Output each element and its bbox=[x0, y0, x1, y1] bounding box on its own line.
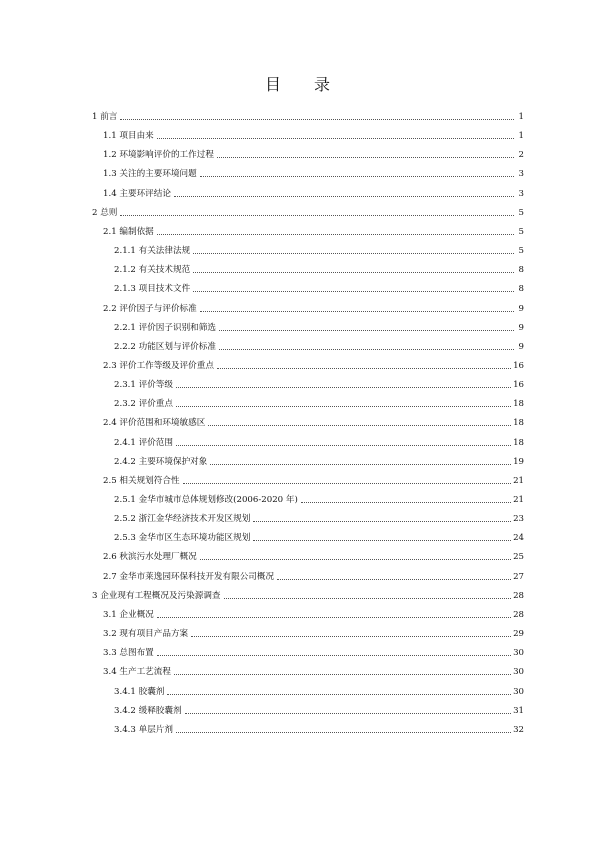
toc-entry-label: 3.1 企业概况 bbox=[103, 609, 154, 620]
toc-leader-dots bbox=[176, 731, 511, 733]
toc-leader-dots bbox=[185, 712, 511, 714]
toc-leader-dots bbox=[193, 290, 514, 292]
toc-entry-page-number: 25 bbox=[513, 552, 524, 563]
toc-entry-label: 3.4.3 单层片剂 bbox=[114, 724, 173, 735]
toc-entry[interactable] bbox=[114, 721, 524, 735]
toc-entry[interactable] bbox=[103, 644, 524, 658]
toc-entry-label: 3.3 总图布置 bbox=[103, 648, 154, 659]
toc-leader-dots bbox=[219, 348, 514, 350]
toc-entry[interactable] bbox=[103, 223, 524, 237]
toc-entry-label: 2.5 相关规划符合性 bbox=[103, 475, 180, 486]
toc-leader-dots bbox=[157, 137, 514, 139]
toc-leader-dots bbox=[217, 156, 514, 158]
toc-entry-page-number: 30 bbox=[513, 648, 524, 659]
toc-leader-dots bbox=[176, 386, 511, 388]
toc-leader-dots bbox=[174, 195, 514, 197]
toc-entry-label: 2.4.1 评价范围 bbox=[114, 437, 173, 448]
toc-entry-label: 3 企业现有工程概况及污染源调查 bbox=[92, 590, 221, 601]
toc-entry[interactable] bbox=[92, 587, 524, 601]
toc-entry-page-number: 24 bbox=[513, 533, 524, 544]
toc-entry[interactable] bbox=[114, 395, 524, 409]
toc-entry[interactable] bbox=[103, 548, 524, 562]
toc-entry[interactable] bbox=[114, 434, 524, 448]
toc-leader-dots bbox=[174, 673, 511, 675]
toc-entry-label: 2.3 评价工作等级及评价重点 bbox=[103, 360, 214, 371]
toc-entry-label: 1.1 项目由来 bbox=[103, 131, 154, 142]
toc-entry-page-number: 21 bbox=[513, 495, 524, 505]
toc-entry-page-number: 32 bbox=[513, 724, 524, 735]
toc-entry-label: 1.2 环境影响评价的工作过程 bbox=[103, 150, 214, 161]
toc-leader-dots bbox=[120, 118, 514, 120]
toc-entry-label: 2.5.2 浙江金华经济技术开发区规划 bbox=[114, 514, 251, 525]
toc-entry-label: 3.2 现有项目产品方案 bbox=[103, 629, 189, 640]
toc-leader-dots bbox=[224, 597, 512, 599]
toc-leader-dots bbox=[217, 367, 511, 369]
toc-entry-page-number: 19 bbox=[513, 456, 524, 467]
toc-entry[interactable] bbox=[103, 472, 524, 486]
toc-entry[interactable] bbox=[114, 510, 524, 524]
toc-entry-page-number: 9 bbox=[518, 341, 524, 352]
toc-leader-dots bbox=[120, 214, 514, 216]
toc-entry[interactable] bbox=[114, 242, 524, 256]
toc-leader-dots bbox=[193, 252, 514, 254]
toc-leader-dots bbox=[200, 310, 514, 312]
toc-entry-page-number: 29 bbox=[513, 629, 524, 640]
toc-entry-label: 1.4 主要环评结论 bbox=[103, 188, 171, 199]
toc-entry[interactable] bbox=[103, 127, 524, 141]
toc-entry-label: 2.7 金华市莱逸园环保科技开发有限公司概况 bbox=[103, 571, 275, 582]
toc-leader-dots bbox=[253, 539, 511, 541]
toc-leader-dots bbox=[176, 405, 511, 407]
toc-leader-dots bbox=[157, 654, 511, 656]
toc-entry-page-number: 21 bbox=[513, 475, 524, 486]
toc-leader-dots bbox=[193, 271, 514, 273]
toc-entry[interactable] bbox=[103, 625, 524, 639]
toc-leader-dots bbox=[253, 520, 511, 522]
toc-entry[interactable] bbox=[92, 108, 524, 122]
toc-entry[interactable] bbox=[103, 146, 524, 160]
toc-entry[interactable] bbox=[114, 453, 524, 467]
toc-leader-dots bbox=[176, 444, 511, 446]
toc-entry[interactable] bbox=[103, 663, 524, 677]
toc-entry-label: 2.3.1 评价等级 bbox=[114, 380, 173, 391]
toc-entry-page-number: 18 bbox=[513, 399, 524, 410]
toc-entry-label: 2 总则 bbox=[92, 207, 118, 218]
toc-entry[interactable] bbox=[103, 568, 524, 582]
toc-entry-label: 2.1.3 项目技术文件 bbox=[114, 284, 191, 295]
toc-leader-dots bbox=[157, 233, 514, 235]
toc-entry-page-number: 8 bbox=[518, 265, 524, 276]
toc-entry-page-number: 28 bbox=[513, 609, 524, 620]
toc-entry-page-number: 5 bbox=[518, 226, 524, 237]
toc-entry-page-number: 9 bbox=[518, 322, 524, 333]
toc-entry[interactable] bbox=[114, 280, 524, 294]
toc-entry-label: 2.4.2 主要环境保护对象 bbox=[114, 456, 208, 467]
toc-leader-dots bbox=[301, 501, 511, 503]
toc-entry-label: 2.1 编制依据 bbox=[103, 226, 154, 237]
toc-entry[interactable] bbox=[103, 165, 524, 179]
toc-entry[interactable] bbox=[114, 338, 524, 352]
toc-entry-page-number: 9 bbox=[518, 303, 524, 314]
toc-entry-label: 2.5.1 金华市城市总体规划修改(2006-2020 年) bbox=[114, 495, 298, 505]
toc-leader-dots bbox=[210, 463, 511, 465]
toc-entry-page-number: 5 bbox=[518, 207, 524, 218]
toc-leader-dots bbox=[167, 693, 511, 695]
toc-entry-page-number: 3 bbox=[518, 188, 524, 199]
toc-entry-page-number: 30 bbox=[513, 686, 524, 697]
toc-leader-dots bbox=[277, 578, 511, 580]
toc-entry-label: 2.6 秋滨污水处理厂概况 bbox=[103, 552, 197, 563]
toc-entry-label: 3.4.1 胶囊剂 bbox=[114, 686, 165, 697]
toc-leader-dots bbox=[183, 482, 512, 484]
toc-entry-label: 2.3.2 评价重点 bbox=[114, 399, 173, 410]
toc-entry-page-number: 16 bbox=[513, 360, 524, 371]
toc-entry-page-number: 3 bbox=[518, 169, 524, 180]
toc-entry[interactable] bbox=[114, 261, 524, 275]
toc-entry[interactable] bbox=[114, 491, 524, 505]
toc-entry-page-number: 27 bbox=[513, 571, 524, 582]
toc-entry-page-number: 18 bbox=[513, 418, 524, 429]
toc-entry-label: 2.2 评价因子与评价标准 bbox=[103, 303, 197, 314]
toc-entry[interactable] bbox=[103, 357, 524, 371]
toc-leader-dots bbox=[219, 329, 514, 331]
toc-entry[interactable] bbox=[114, 702, 524, 716]
toc-entry[interactable] bbox=[114, 529, 524, 543]
toc-entry-page-number: 5 bbox=[518, 246, 524, 257]
toc-entry-page-number: 18 bbox=[513, 437, 524, 448]
toc-entry[interactable] bbox=[103, 414, 524, 428]
toc-entry[interactable] bbox=[103, 300, 524, 314]
toc-entry-label: 2.4 评价范围和环境敏感区 bbox=[103, 418, 206, 429]
toc-entry-page-number: 2 bbox=[518, 150, 524, 161]
toc-entry-label: 1.3 关注的主要环境问题 bbox=[103, 169, 197, 180]
toc-entry-page-number: 28 bbox=[513, 590, 524, 601]
toc-entry[interactable] bbox=[114, 683, 524, 697]
toc-entry-label: 1 前言 bbox=[92, 112, 118, 122]
toc-entry-page-number: 8 bbox=[518, 284, 524, 295]
toc-entry-label: 3.4.2 缓释胶囊剂 bbox=[114, 705, 182, 716]
toc-entry-label: 2.5.3 金华市区生态环境功能区规划 bbox=[114, 533, 251, 544]
toc-entry-page-number: 16 bbox=[513, 380, 524, 391]
toc-entry-label: 2.1.1 有关法律法规 bbox=[114, 246, 191, 257]
toc-entry[interactable] bbox=[103, 185, 524, 199]
toc-entry-label: 2.2.2 功能区划与评价标准 bbox=[114, 341, 216, 352]
toc-entry-page-number: 30 bbox=[513, 667, 524, 678]
page-title: 目 录 bbox=[264, 75, 345, 94]
toc-leader-dots bbox=[200, 175, 514, 177]
toc-leader-dots bbox=[157, 616, 511, 618]
toc-entry-page-number: 1 bbox=[518, 112, 524, 122]
toc-entry-page-number: 31 bbox=[513, 705, 524, 716]
toc-entry-label: 2.2.1 评价因子识别和筛选 bbox=[114, 322, 216, 333]
toc-leader-dots bbox=[208, 424, 511, 426]
toc-entry-label: 2.1.2 有关技术规范 bbox=[114, 265, 191, 276]
toc-entry[interactable] bbox=[114, 319, 524, 333]
toc-entry-label: 3.4 生产工艺流程 bbox=[103, 667, 171, 678]
toc-entry-page-number: 1 bbox=[518, 131, 524, 142]
toc-leader-dots bbox=[191, 635, 511, 637]
toc-leader-dots bbox=[200, 558, 511, 560]
toc-entry[interactable] bbox=[92, 204, 524, 218]
toc-entry[interactable] bbox=[103, 606, 524, 620]
toc-entry[interactable] bbox=[114, 376, 524, 390]
toc-entry-page-number: 23 bbox=[513, 514, 524, 525]
